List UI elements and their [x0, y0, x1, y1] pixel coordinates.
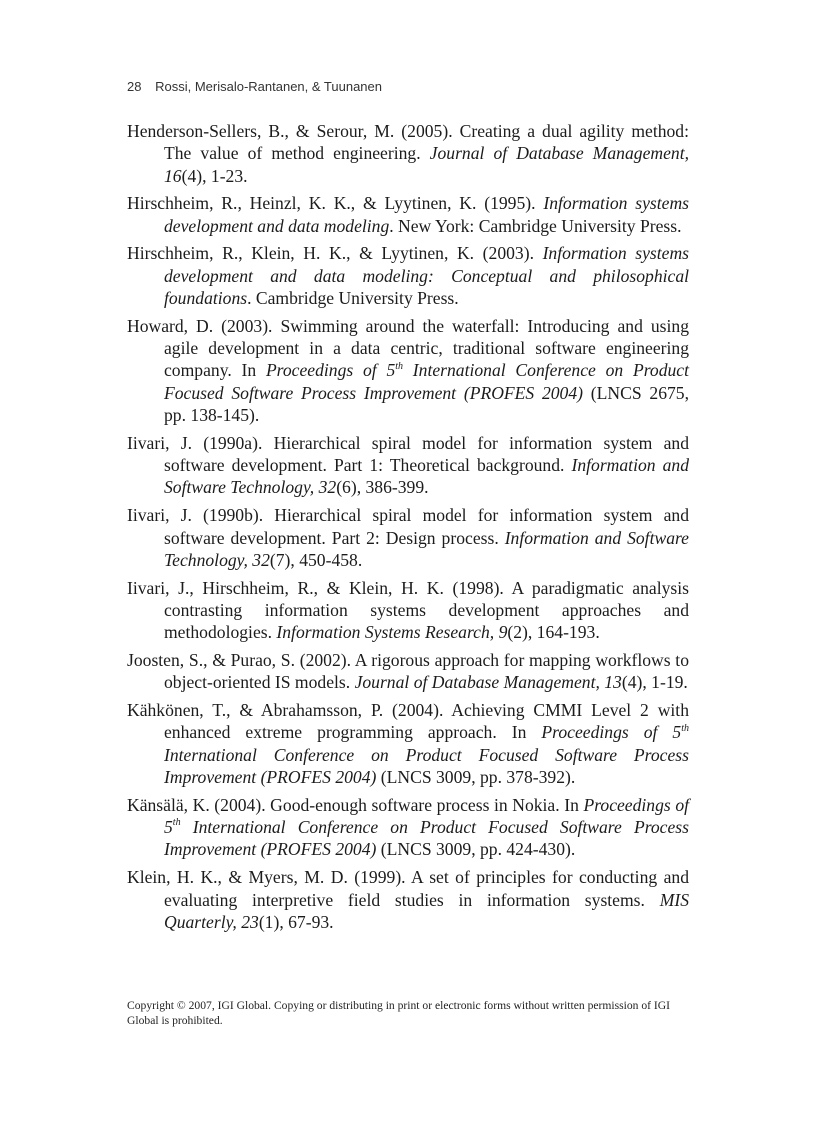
reference-entry: [127, 432, 689, 499]
reference-text: . Cambridge University Press.: [247, 288, 459, 309]
italic-text: Information systems development and data modeling: [164, 193, 689, 236]
reference-text: (2), 164-193.: [507, 622, 600, 643]
reference-entry: [127, 794, 689, 861]
running-header: [127, 79, 382, 94]
reference-text: Känsälä, K. (2004). Good-enough software process in Nokia. In: [127, 794, 584, 815]
reference-list: [127, 120, 689, 939]
reference-text: (LNCS 3009, pp. 424-430).: [376, 839, 576, 860]
reference-entry: [127, 649, 689, 694]
italic-text: Proceedings of 5: [541, 722, 682, 743]
reference-text: Hirschheim, R., Klein, H. K., & Lyytinen, K. (2003).: [127, 243, 543, 264]
reference-text: Iivari, J. (1990a). Hierarchical spiral model for information system and software development. Part 1: Theoretical background.: [127, 432, 689, 476]
reference-text: (7), 450-458.: [269, 549, 363, 570]
italic-text: MIS Quarterly, 23: [164, 889, 689, 932]
reference-entry: [127, 120, 689, 187]
superscript: th: [681, 722, 689, 734]
page-number: 28: [127, 79, 142, 94]
running-title: Rossi, Merisalo-Rantanen, & Tuunanen: [155, 79, 382, 94]
reference-text: Joosten, S., & Purao, S. (2002). A rigorous approach for mapping workflows to object-oriented IS models.: [127, 650, 689, 693]
reference-text: (1), 67-93.: [258, 911, 334, 932]
reference-text: (LNCS 2675, pp. 138-145).: [164, 382, 689, 426]
reference-text: Howard, D. (2003). Swimming around the waterfall: Introducing and using agile development in a data centric, traditional software engineering company. In: [127, 315, 689, 381]
reference-text: Hirschheim, R., Heinzl, K. K., & Lyytinen, K. (1995).: [127, 193, 544, 214]
reference-entry: [127, 577, 689, 644]
italic-text: Information and Software Technology, 32: [164, 527, 689, 570]
copyright-notice: Copyright © 2007, IGI Global. Copying or distributing in print or electronic forms without written permission of IGI Global is prohibited.: [127, 999, 671, 1027]
reference-text: Henderson-Sellers, B., & Serour, M. (2005). Creating a dual agility method: The value of method engineering.: [127, 121, 689, 164]
reference-text: (LNCS 3009, pp. 378-392).: [376, 767, 576, 788]
reference-text: Iivari, J. (1990b). Hierarchical spiral model for information system and software development. Part 2: Design process.: [127, 505, 689, 548]
italic-text: Proceedings of 5: [164, 794, 689, 838]
italic-text: International Conference on Product Focused Software Process Improvement (PROFES 2004): [164, 744, 689, 788]
reference-text: (4), 1-23.: [181, 165, 248, 186]
reference-text: Kähkönen, T., & Abrahamsson, P. (2004). Achieving CMMI Level 2 with enhanced extreme programming approach. In: [127, 700, 689, 743]
superscript: th: [172, 817, 181, 829]
italic-text: Information and Software Technology, 32: [164, 455, 689, 498]
reference-text: Iivari, J., Hirschheim, R., & Klein, H. K. (1998). A paradigmatic analysis contrasting information systems development approaches and methodologies.: [127, 577, 689, 643]
italic-text: Journal of Database Management, 16: [164, 143, 689, 186]
reference-entry: [127, 315, 689, 426]
superscript: th: [395, 360, 404, 372]
reference-entry: [127, 699, 689, 788]
italic-text: International Conference on Product Focused Software Process Improvement (PROFES 2004): [164, 360, 689, 403]
reference-text: Klein, H. K., & Myers, M. D. (1999). A set of principles for conducting and evaluating interpretive field studies in information systems.: [127, 867, 689, 910]
italic-text: Information Systems Research, 9: [276, 622, 508, 643]
reference-entry: [127, 866, 689, 933]
reference-text: (6), 386-399.: [336, 477, 429, 498]
italic-text: Information systems development and data modeling: Conceptual and philosophical foundations: [164, 243, 689, 309]
reference-entry: [127, 242, 689, 309]
reference-text: (4), 1-19.: [621, 672, 688, 693]
reference-text: . New York: Cambridge University Press.: [389, 215, 682, 236]
reference-entry: [127, 504, 689, 571]
reference-entry: [127, 192, 689, 237]
italic-text: International Conference on Product Focused Software Process Improvement (PROFES 2004): [164, 817, 689, 860]
italic-text: Proceedings of 5: [265, 360, 396, 381]
italic-text: Journal of Database Management, 13: [354, 672, 622, 693]
